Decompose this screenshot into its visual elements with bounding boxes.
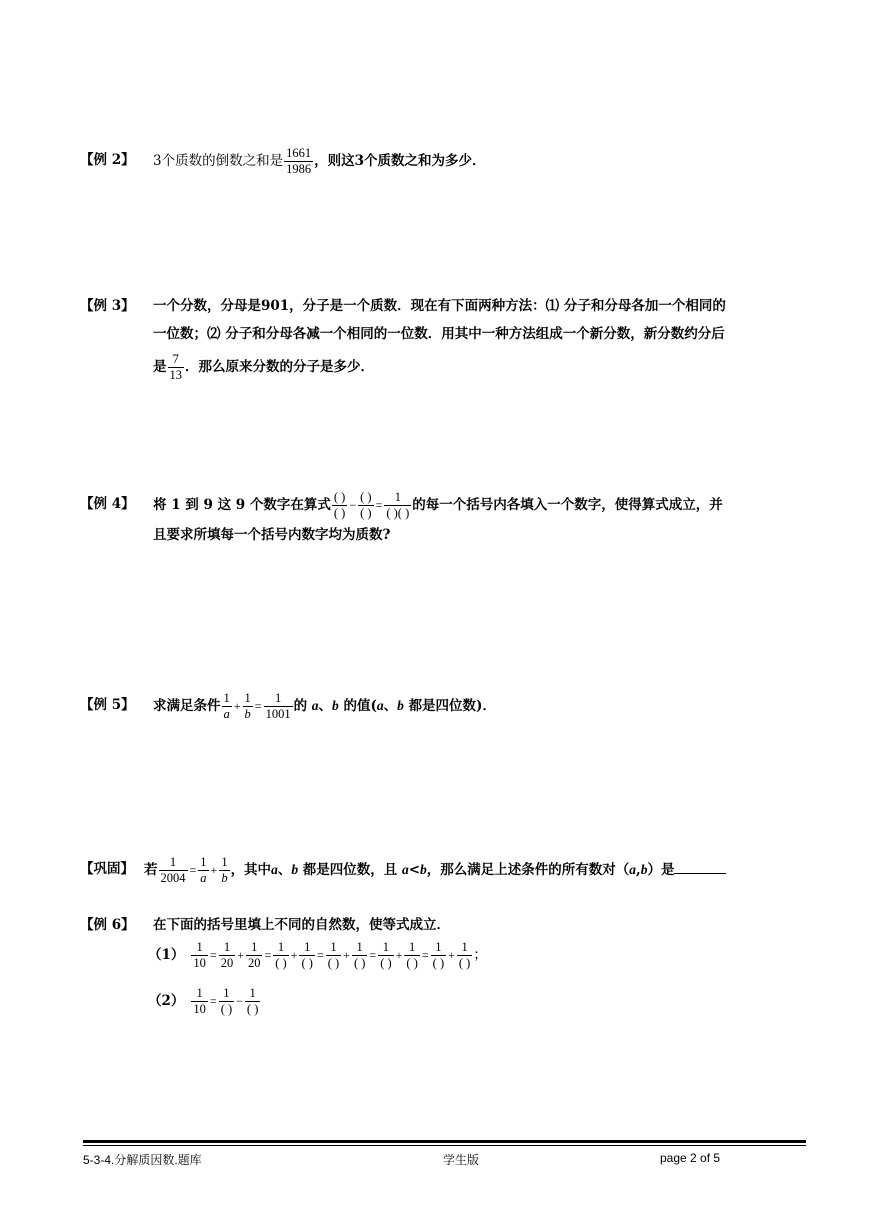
answer-blank bbox=[674, 859, 726, 874]
part-label: （1） bbox=[148, 947, 185, 963]
fraction-numerator: 1 bbox=[461, 940, 468, 954]
text: ，那么满足上述条件的所有数对（ bbox=[426, 862, 630, 878]
example-3-fraction bbox=[168, 352, 185, 383]
fraction-numerator: 1 bbox=[251, 940, 258, 954]
example-3-body bbox=[153, 292, 810, 383]
text: 、 bbox=[383, 698, 398, 714]
example-2-tag: 【例 2】 bbox=[80, 152, 135, 168]
equals-sign: = bbox=[209, 994, 217, 1008]
example-5-text-pre: 求满足条件 bbox=[153, 698, 221, 714]
text: 的值( bbox=[343, 698, 377, 714]
fraction-numerator: ( ) bbox=[333, 490, 346, 504]
fraction-numerator: 7 bbox=[172, 352, 179, 366]
fraction-denominator: ( ) bbox=[333, 506, 346, 520]
example-6-part-2 bbox=[148, 986, 261, 1017]
example-3-line-1: 一个分数，分母是901，分子是一个质数．现在有下面两种方法：⑴ 分子和分母各加一个相同的 bbox=[153, 298, 726, 314]
example-3 bbox=[80, 292, 810, 383]
variable-a: a bbox=[376, 698, 384, 713]
fraction-numerator: 1 bbox=[409, 940, 416, 954]
footer-left: 5-3-4.分解质因数.题库 bbox=[83, 1153, 202, 1167]
example-4 bbox=[80, 490, 810, 549]
blank-fraction bbox=[378, 940, 393, 971]
fraction-one-over-2004 bbox=[159, 855, 188, 886]
fraction-numerator: 1 bbox=[196, 940, 203, 954]
blank-fraction bbox=[273, 940, 288, 971]
fraction-numerator: 1 bbox=[382, 940, 390, 954]
text: 都是四位数，且 bbox=[302, 862, 398, 878]
minus-sign: − bbox=[236, 994, 243, 1008]
fraction-numerator: 1 bbox=[304, 940, 311, 954]
example-4-line-2: 且要求所填每一个括号内数字均为质数? bbox=[153, 527, 391, 543]
text: 的 bbox=[293, 698, 308, 714]
variable-b: b bbox=[640, 862, 648, 877]
text: ）是 bbox=[647, 862, 675, 878]
blank-fraction bbox=[352, 940, 367, 971]
fraction-denominator: 20 bbox=[220, 956, 234, 970]
fraction-denominator: 2004 bbox=[160, 871, 186, 885]
example-4-text-pre: 将 1 到 9 这 9 个数字在算式 bbox=[153, 497, 331, 513]
example-3-line-2: 一位数；⑵ 分子和分母各减一个相同的一位数．用其中一种方法组成一个新分数，新分数约分后 bbox=[153, 326, 725, 342]
fraction-numerator: 1 bbox=[274, 691, 282, 705]
footer-page-number: page 2 of 5 bbox=[660, 1151, 721, 1165]
fraction-denominator: ( ) bbox=[458, 956, 471, 970]
plus-sign: + bbox=[448, 948, 455, 962]
consolidation-tag: 【巩固】 bbox=[80, 861, 134, 877]
fraction-numerator: 1 bbox=[200, 855, 207, 869]
variable-b: b bbox=[420, 862, 427, 877]
variable-b: b bbox=[397, 698, 404, 713]
example-6-body: 在下面的括号里填上不同的自然数，使等式成立． bbox=[153, 917, 450, 933]
fraction-numerator: 1 bbox=[356, 940, 363, 954]
example-5-body bbox=[153, 691, 810, 722]
fraction-one-over-b bbox=[219, 855, 229, 886]
equals-sign: = bbox=[369, 948, 377, 962]
fraction-numerator: 1 bbox=[249, 986, 256, 1000]
variable-a: a bbox=[629, 862, 637, 877]
fraction-numerator: 1661 bbox=[286, 146, 312, 160]
consolidation bbox=[80, 855, 810, 886]
variable-a: a bbox=[401, 862, 409, 877]
plus-sign: + bbox=[237, 948, 244, 962]
text: 若 bbox=[144, 862, 158, 878]
fraction bbox=[219, 940, 236, 971]
fraction-denominator: 1986 bbox=[286, 162, 312, 176]
fraction-numerator: 1 bbox=[169, 855, 177, 869]
fraction-numerator: 1 bbox=[330, 940, 337, 954]
fraction-denominator: ( ) bbox=[327, 956, 340, 970]
footer-rule-thin bbox=[83, 1145, 806, 1146]
fraction-one-over-1001 bbox=[264, 691, 293, 722]
fraction-one-over-a bbox=[222, 691, 232, 722]
footer-rule bbox=[83, 1140, 806, 1146]
text: 都是四位数)． bbox=[408, 698, 496, 714]
blank-fraction bbox=[404, 940, 419, 971]
example-4-text-post: 的每一个括号内各填入一个数字，使得算式成立，并 bbox=[412, 497, 723, 513]
fraction-numerator: 1 bbox=[196, 986, 203, 1000]
text: , bbox=[636, 862, 641, 878]
variable-b: b bbox=[291, 862, 299, 877]
blank-fraction bbox=[219, 986, 234, 1017]
fraction-denominator: ( ) bbox=[406, 956, 418, 970]
equals-sign: = bbox=[421, 948, 429, 962]
example-2-text-pre: 3个质数的倒数之和是 bbox=[153, 153, 284, 169]
equals-sign: = bbox=[316, 948, 324, 962]
fraction-denominator: ( )( ) bbox=[386, 506, 410, 520]
example-2-text-post: ，则这3个质数之和为多少． bbox=[314, 153, 486, 169]
plus-sign: + bbox=[343, 948, 350, 962]
fraction bbox=[246, 940, 263, 971]
fraction-denominator: a bbox=[200, 871, 207, 885]
equals-sign: = bbox=[264, 948, 272, 962]
example-3-tag: 【例 3】 bbox=[80, 298, 135, 314]
plus-sign: + bbox=[210, 863, 218, 877]
footer-center: 学生版 bbox=[443, 1153, 480, 1167]
example-2 bbox=[80, 146, 810, 177]
blank-fraction bbox=[358, 490, 373, 521]
minus-sign: − bbox=[349, 498, 357, 512]
fraction-denominator: ( ) bbox=[432, 956, 445, 970]
fraction-numerator: 1 bbox=[223, 940, 231, 954]
fraction-denominator: 10 bbox=[193, 956, 206, 970]
text: 、 bbox=[277, 862, 292, 878]
blank-fraction bbox=[332, 490, 347, 521]
fraction-denominator: 10 bbox=[193, 1002, 206, 1016]
fraction-one-over-a bbox=[198, 855, 208, 886]
fraction-numerator: 1 bbox=[223, 691, 230, 705]
fraction-denominator: ( ) bbox=[301, 956, 313, 970]
variable-a: a bbox=[271, 862, 278, 877]
consolidation-body bbox=[144, 855, 810, 886]
semicolon: ； bbox=[473, 947, 487, 963]
example-3-text-pre: 是 bbox=[153, 359, 167, 375]
fraction-one-over-b bbox=[243, 691, 253, 722]
fraction-denominator: ( ) bbox=[353, 956, 366, 970]
fraction-denominator: 20 bbox=[247, 956, 261, 970]
fraction bbox=[191, 940, 208, 971]
fraction-denominator: ( ) bbox=[275, 956, 287, 970]
fraction-numerator: 1 bbox=[221, 855, 228, 869]
fraction-denominator: a bbox=[223, 707, 230, 721]
fraction bbox=[191, 986, 208, 1017]
equals-sign: = bbox=[375, 498, 383, 512]
example-3-line-3 bbox=[153, 352, 810, 383]
less-than-sign: < bbox=[408, 862, 421, 878]
blank-fraction bbox=[245, 986, 260, 1017]
fraction-denominator: b bbox=[244, 707, 251, 721]
fraction-numerator: ( ) bbox=[360, 490, 372, 504]
fraction-numerator: 1 bbox=[223, 986, 230, 1000]
example-6-tag: 【例 6】 bbox=[80, 917, 135, 933]
example-4-line-1 bbox=[153, 490, 810, 521]
example-2-fraction bbox=[284, 146, 313, 177]
example-5-tag: 【例 5】 bbox=[80, 697, 135, 713]
example-4-tag: 【例 4】 bbox=[80, 496, 135, 512]
variable-a: a bbox=[311, 698, 319, 713]
blank-fraction bbox=[299, 940, 314, 971]
example-3-text-post: ．那么原来分数的分子是多少． bbox=[185, 359, 374, 375]
variable-b: b bbox=[332, 698, 339, 713]
example-5 bbox=[80, 691, 810, 722]
example-6-part-1 bbox=[148, 940, 487, 971]
equals-sign: = bbox=[209, 948, 217, 962]
text: ，其中 bbox=[230, 862, 272, 878]
fraction-denominator: ( ) bbox=[246, 1002, 259, 1016]
fraction-denominator: 13 bbox=[169, 368, 182, 382]
example-4-body bbox=[153, 490, 810, 549]
fraction-denominator: 1001 bbox=[265, 707, 291, 721]
result-fraction bbox=[384, 490, 411, 521]
fraction-numerator: 1 bbox=[394, 490, 401, 504]
plus-sign: + bbox=[233, 699, 241, 713]
part-label: （2） bbox=[148, 993, 185, 1009]
fraction-numerator: 1 bbox=[277, 940, 285, 954]
fraction-denominator: ( ) bbox=[360, 506, 372, 520]
equals-sign: = bbox=[189, 863, 197, 877]
fraction-numerator: 1 bbox=[244, 691, 251, 705]
example-6 bbox=[80, 911, 810, 939]
fraction-denominator: ( ) bbox=[380, 956, 392, 970]
blank-fraction bbox=[326, 940, 341, 971]
fraction-numerator: 1 bbox=[435, 940, 442, 954]
blank-fraction bbox=[431, 940, 446, 971]
fraction-denominator: b bbox=[221, 871, 228, 885]
plus-sign: + bbox=[290, 948, 298, 962]
text: 、 bbox=[318, 698, 333, 714]
footer-rule-thick bbox=[83, 1140, 806, 1143]
fraction-denominator: ( ) bbox=[220, 1002, 233, 1016]
equals-sign: = bbox=[254, 699, 262, 713]
plus-sign: + bbox=[395, 948, 403, 962]
blank-fraction bbox=[457, 940, 472, 971]
example-2-body bbox=[153, 146, 810, 177]
